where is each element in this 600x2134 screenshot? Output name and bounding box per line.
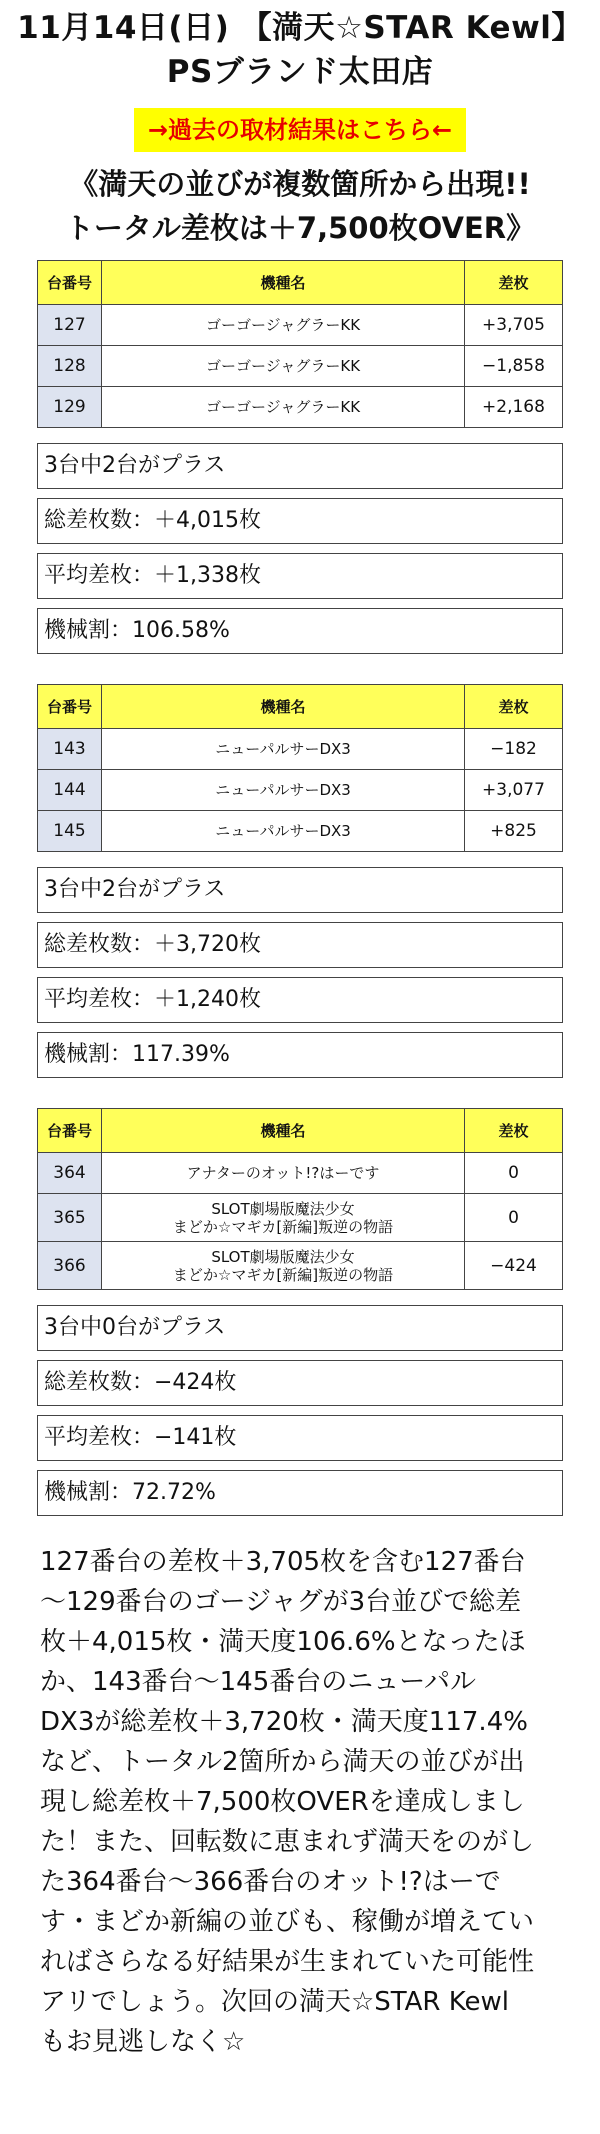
- stat-payout: 機械割：106.58%: [37, 608, 563, 654]
- machine-diff: +2,168: [465, 387, 563, 428]
- machine-diff: −424: [465, 1242, 563, 1290]
- stat-payout: 機械割：72.72%: [37, 1470, 563, 1516]
- summary-line: た！また、回転数に恵まれず満天をのがし: [40, 1827, 535, 1857]
- machine-model: ゴーゴージャグラーKK: [102, 387, 465, 428]
- header-model: 機種名: [102, 685, 465, 729]
- stat-plus-count: 3台中2台がプラス: [37, 443, 563, 489]
- summary-line: 127番台の差枚＋3,705枚を含む127番台: [40, 1547, 526, 1577]
- machine-model: ニューパルサーDX3: [102, 811, 465, 852]
- machine-model-line1: SLOT劇場版魔法少女: [211, 1199, 355, 1218]
- machine-diff: 0: [465, 1194, 563, 1242]
- table-row: [38, 1153, 563, 1194]
- result-group-1: [37, 260, 563, 654]
- machine-model: [102, 1153, 465, 1194]
- table-header-row: [38, 685, 563, 729]
- stat-plus-count: 3台中0台がプラス: [37, 1305, 563, 1351]
- headline: [0, 162, 600, 250]
- table-row: [38, 1194, 563, 1242]
- summary-line: アリでしょう。次回の満天☆STAR Kewl: [40, 1987, 509, 2017]
- past-results-link-wrap: [0, 108, 600, 152]
- table-header-row: [38, 1109, 563, 1153]
- stat-payout: 機械割：117.39%: [37, 1032, 563, 1078]
- past-results-link[interactable]: →過去の取材結果はこちら←: [134, 108, 466, 152]
- summary-line: 枚＋4,015枚・満天度106.6%となったほ: [40, 1627, 526, 1657]
- machine-number: 145: [38, 811, 102, 852]
- header-model: 機種名: [102, 261, 465, 305]
- header-model: 機種名: [102, 1109, 465, 1153]
- stat-avg-diff: 平均差枚：＋1,240枚: [37, 977, 563, 1023]
- machine-diff: +3,077: [465, 770, 563, 811]
- machine-diff: +3,705: [465, 305, 563, 346]
- machine-model: ニューパルサーDX3: [102, 770, 465, 811]
- headline-line1: 《満天の並びが複数箇所から出現!!: [69, 167, 531, 201]
- stat-avg-diff: 平均差枚：＋1,338枚: [37, 553, 563, 599]
- header-diff: 差枚: [465, 261, 563, 305]
- machine-diff: −1,858: [465, 346, 563, 387]
- machine-model: ゴーゴージャグラーKK: [102, 305, 465, 346]
- machine-model: ゴーゴージャグラーKK: [102, 346, 465, 387]
- stat-total-diff: 総差枚数：＋3,720枚: [37, 922, 563, 968]
- result-table: [37, 260, 563, 428]
- header-number: 台番号: [38, 685, 102, 729]
- machine-model-line2: まどか☆マギカ[新編]叛逆の物語: [172, 1265, 394, 1284]
- summary-text: [40, 1542, 560, 2062]
- machine-model-line1: アナターのオット!?はーです: [186, 1164, 380, 1182]
- table-row: [38, 387, 563, 428]
- machine-number: 143: [38, 729, 102, 770]
- machine-model-line2: まどか☆マギカ[新編]叛逆の物語: [172, 1217, 394, 1236]
- machine-number: 366: [38, 1242, 102, 1290]
- result-table: [37, 684, 563, 852]
- stat-plus-count: 3台中2台がプラス: [37, 867, 563, 913]
- machine-diff: +825: [465, 811, 563, 852]
- machine-model: [102, 1194, 465, 1242]
- table-row: [38, 770, 563, 811]
- table-row: [38, 346, 563, 387]
- result-table: [37, 1108, 563, 1290]
- summary-line: など、トータル2箇所から満天の並びが出: [40, 1747, 525, 1777]
- table-header-row: [38, 261, 563, 305]
- machine-model: ニューパルサーDX3: [102, 729, 465, 770]
- summary-line: もお見逃しなく☆: [40, 2027, 246, 2057]
- title-date-event: 11月14日(日) 【満天☆STAR Kewl】: [17, 10, 583, 46]
- stat-avg-diff: 平均差枚：−141枚: [37, 1415, 563, 1461]
- summary-line: ればさらなる好結果が生まれていた可能性: [40, 1947, 535, 1977]
- summary-line: 現し総差枚＋7,500枚OVERを達成しまし: [40, 1787, 525, 1817]
- headline-line2: トータル差枚は＋7,500枚OVER》: [64, 211, 536, 245]
- result-group-3: [37, 1108, 563, 1516]
- machine-diff: 0: [465, 1153, 563, 1194]
- summary-line: す・まどか新編の並びも、稼働が増えてい: [40, 1907, 535, 1937]
- machine-number: 365: [38, 1194, 102, 1242]
- summary-line: た364番台〜366番台のオット!?はーで: [40, 1867, 501, 1897]
- machine-model-line1: SLOT劇場版魔法少女: [211, 1247, 355, 1266]
- header-diff: 差枚: [465, 685, 563, 729]
- stat-total-diff: 総差枚数：−424枚: [37, 1360, 563, 1406]
- summary-line: DX3が総差枚＋3,720枚・満天度117.4%: [40, 1707, 528, 1737]
- machine-number: 128: [38, 346, 102, 387]
- machine-number: 364: [38, 1153, 102, 1194]
- header-number: 台番号: [38, 261, 102, 305]
- table-row: [38, 811, 563, 852]
- machine-number: 129: [38, 387, 102, 428]
- summary-line: 〜129番台のゴージャグが3台並びで総差: [40, 1587, 522, 1617]
- machine-number: 127: [38, 305, 102, 346]
- header-diff: 差枚: [465, 1109, 563, 1153]
- machine-model: [102, 1242, 465, 1290]
- table-row: [38, 305, 563, 346]
- result-group-2: [37, 684, 563, 1078]
- machine-diff: −182: [465, 729, 563, 770]
- page-title: [0, 0, 600, 94]
- summary-line: か、143番台〜145番台のニューパル: [40, 1667, 476, 1697]
- machine-number: 144: [38, 770, 102, 811]
- title-store: PSブランド太田店: [166, 54, 434, 90]
- table-row: [38, 729, 563, 770]
- table-row: [38, 1242, 563, 1290]
- header-number: 台番号: [38, 1109, 102, 1153]
- stat-total-diff: 総差枚数：＋4,015枚: [37, 498, 563, 544]
